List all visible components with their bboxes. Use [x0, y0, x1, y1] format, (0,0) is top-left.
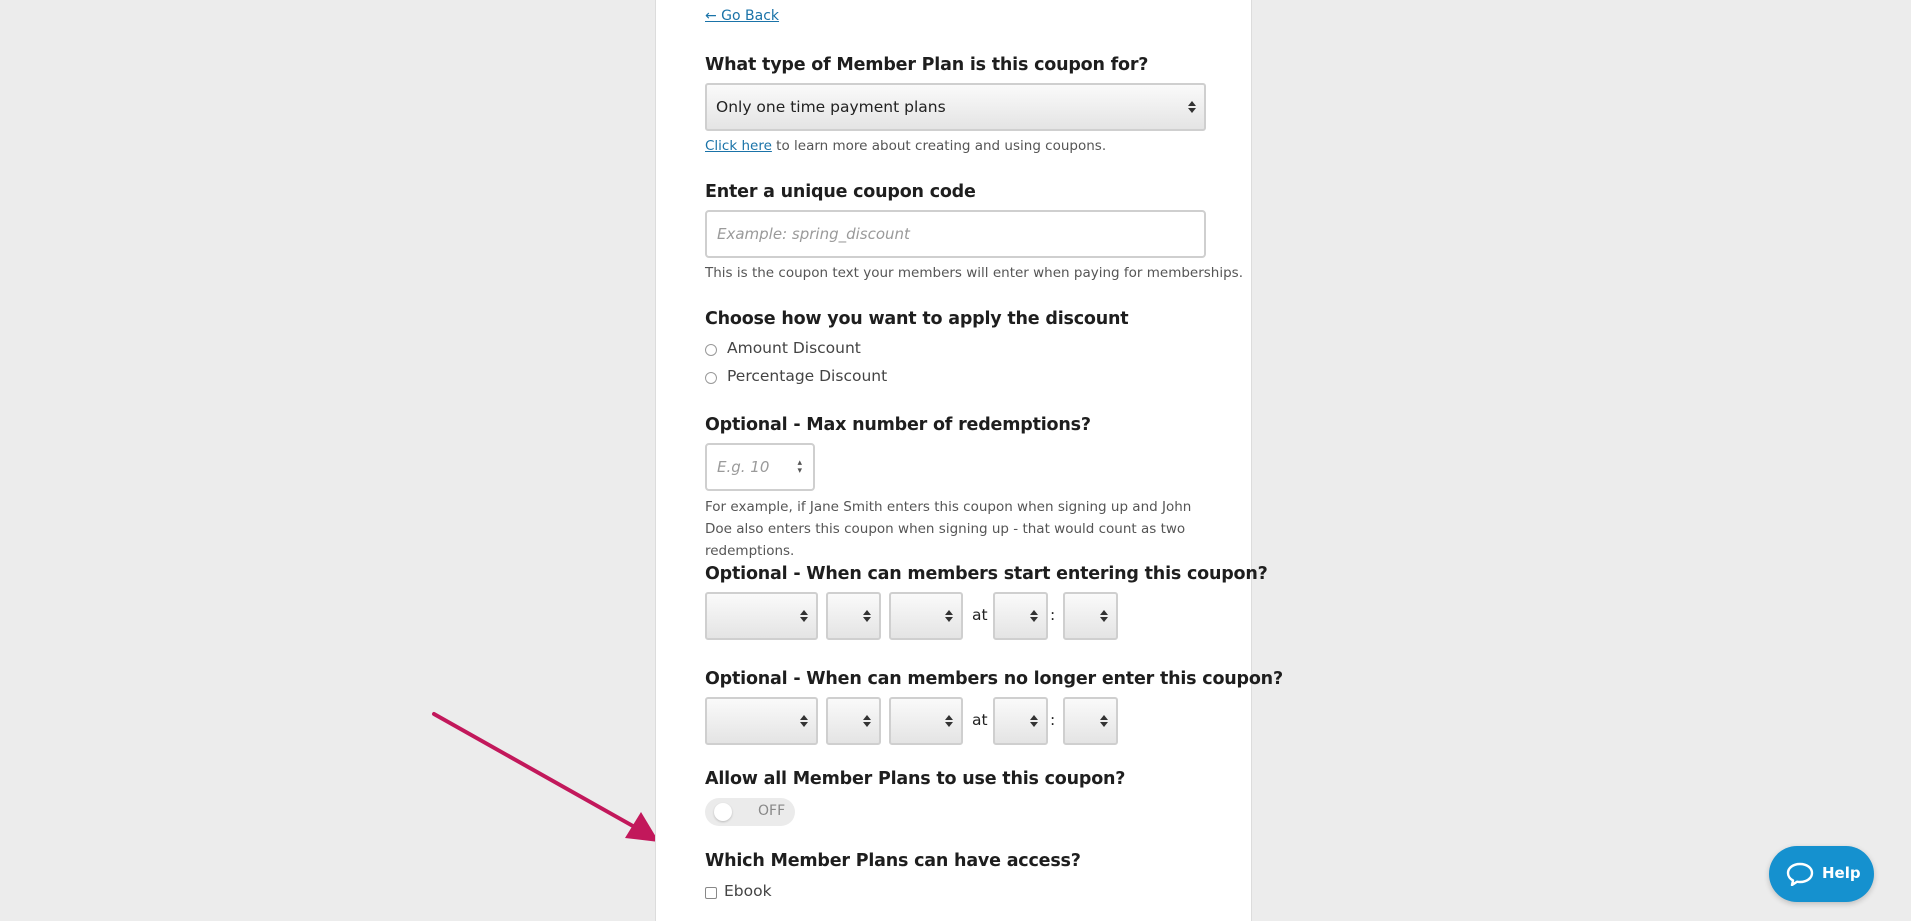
end-year-select[interactable] — [889, 697, 963, 745]
start-hour-select[interactable] — [993, 592, 1048, 640]
start-month-select[interactable] — [705, 592, 818, 640]
end-day-select[interactable] — [826, 697, 881, 745]
end-month-select[interactable] — [705, 697, 818, 745]
help-widget-button[interactable] — [1769, 846, 1874, 902]
select-arrows-icon — [863, 715, 871, 727]
start-day-select[interactable] — [826, 592, 881, 640]
learn-more-link[interactable]: Click here — [705, 138, 772, 154]
start-date-label: Optional - When can members start entering this coupon? — [705, 564, 1268, 584]
amount-discount-label[interactable]: Amount Discount — [727, 339, 861, 357]
select-arrows-icon — [863, 610, 871, 622]
discount-label: Choose how you want to apply the discount — [705, 309, 1129, 329]
redemptions-help: For example, if Jane Smith enters this coupon when signing up and John Doe also enters this coupon when signing up - that would count as two redemptions. — [705, 499, 1192, 559]
coupon-form-panel — [655, 0, 1283, 921]
coupon-code-placeholder: Example: spring_discount — [717, 225, 910, 243]
ebook-checkbox[interactable] — [705, 887, 717, 899]
select-arrows-icon — [800, 610, 808, 622]
select-arrows-icon — [945, 610, 953, 622]
end-minute-select[interactable] — [1063, 697, 1118, 745]
toggle-state-text: OFF — [758, 803, 786, 819]
percentage-discount-label[interactable]: Percentage Discount — [727, 367, 888, 385]
all-plans-toggle[interactable] — [705, 798, 795, 826]
plan-type-label: What type of Member Plan is this coupon for? — [705, 55, 1149, 75]
max-redemptions-placeholder: E.g. 10 — [717, 458, 770, 476]
select-arrows-icon — [1030, 715, 1038, 727]
coupon-code-input[interactable] — [705, 210, 1206, 258]
number-spinner-icon[interactable]: ▴ ▾ — [797, 458, 802, 476]
max-redemptions-input[interactable] — [705, 443, 815, 491]
plan-type-selected-value: Only one time payment plans — [716, 98, 946, 116]
start-colon-text: : — [1050, 606, 1056, 624]
plan-type-help-text: to learn more about creating and using coupons. — [771, 138, 1107, 154]
help-widget-label: Help — [1822, 864, 1861, 882]
amount-discount-radio[interactable] — [705, 344, 717, 356]
redemptions-label: Optional - Max number of redemptions? — [705, 415, 1091, 435]
start-minute-select[interactable] — [1063, 592, 1118, 640]
select-arrows-icon — [1100, 715, 1108, 727]
select-arrows-icon — [1188, 101, 1196, 113]
ebook-plan-label[interactable]: Ebook — [724, 882, 772, 900]
end-at-text: at — [972, 711, 988, 729]
select-arrows-icon — [1100, 610, 1108, 622]
coupon-code-help: This is the coupon text your members will enter when paying for memberships. — [705, 265, 1244, 281]
chat-bubble-icon — [1786, 862, 1814, 886]
end-hour-select[interactable] — [993, 697, 1048, 745]
plan-type-help — [705, 135, 1106, 157]
select-arrows-icon — [800, 715, 808, 727]
percentage-discount-radio[interactable] — [705, 372, 717, 384]
select-arrows-icon — [945, 715, 953, 727]
all-plans-label: Allow all Member Plans to use this coupon? — [705, 769, 1126, 789]
start-at-text: at — [972, 606, 988, 624]
select-arrows-icon — [1030, 610, 1038, 622]
start-year-select[interactable] — [889, 592, 963, 640]
coupon-code-label: Enter a unique coupon code — [705, 182, 976, 202]
toggle-knob — [714, 803, 732, 821]
access-label: Which Member Plans can have access? — [705, 851, 1081, 871]
go-back-link[interactable]: ← Go Back — [705, 8, 780, 24]
end-colon-text: : — [1050, 711, 1056, 729]
end-date-label: Optional - When can members no longer enter this coupon? — [705, 669, 1283, 689]
plan-type-select[interactable] — [705, 83, 1206, 131]
